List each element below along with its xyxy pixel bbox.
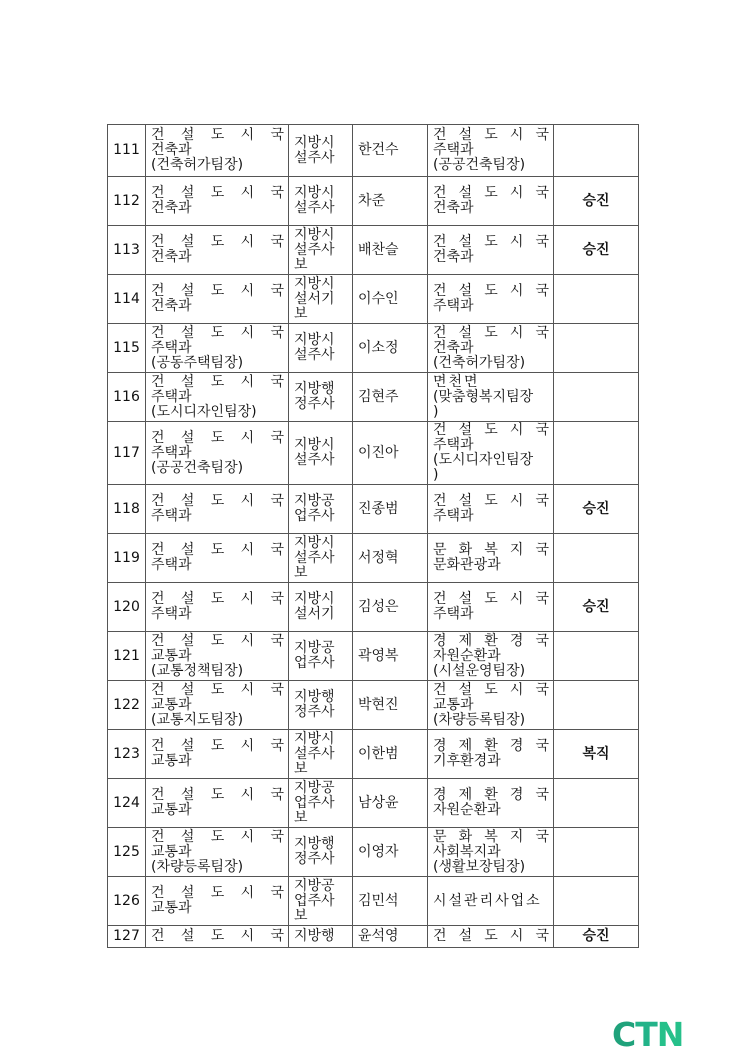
new-department-line: ) — [433, 467, 439, 483]
new-department-line: 건 설 도 시 국 — [433, 234, 551, 250]
job-grade-line: 지방행 — [294, 381, 335, 397]
employee-name: 김성은 — [353, 583, 428, 632]
new-department-line: (건축허가팀장) — [433, 354, 526, 371]
previous-department — [146, 828, 289, 877]
employee-name: 서정혁 — [353, 534, 428, 583]
remark — [554, 681, 639, 730]
new-department-line: 시설관리사업소 — [433, 892, 542, 909]
new-department-line: 주택과 — [433, 606, 474, 622]
job-grade-line: 지방시 — [294, 534, 335, 551]
previous-department-line: 교통과 — [151, 753, 192, 769]
previous-department-line: 교통과 — [151, 647, 192, 664]
employee-name: 이진아 — [353, 422, 428, 485]
previous-department-line: 건 설 도 시 국 — [151, 828, 286, 845]
previous-department-line: 건 설 도 시 국 — [151, 591, 286, 607]
new-department-line: 경 제 환 경 국 — [433, 787, 551, 803]
new-department — [428, 324, 554, 373]
previous-department-line: 건 설 도 시 국 — [151, 324, 286, 341]
previous-department — [146, 177, 289, 226]
previous-department-line: 건 설 도 시 국 — [151, 234, 286, 250]
previous-department-line: (도시디자인팀장) — [151, 403, 257, 420]
previous-department-line: 주택과 — [151, 339, 192, 356]
table-row — [108, 177, 639, 226]
table-row — [108, 226, 639, 275]
previous-department — [146, 632, 289, 681]
personnel-table — [107, 124, 639, 948]
job-grade-line: 업주사 — [294, 508, 335, 524]
row-number: 121 — [108, 632, 146, 681]
job-grade-line: 보 — [294, 809, 308, 826]
new-department-line: (맞춤형복지팀장 — [433, 388, 534, 405]
row-number: 123 — [108, 730, 146, 779]
ctn-logo — [612, 1016, 683, 1054]
previous-department — [146, 373, 289, 422]
employee-name: 윤석영 — [353, 926, 428, 948]
job-grade — [289, 877, 353, 926]
new-department-line: (공공건축팀장) — [433, 157, 526, 173]
row-number: 118 — [108, 485, 146, 534]
previous-department-line: 건 설 도 시 국 — [151, 542, 286, 558]
remark: 복직 — [554, 730, 639, 779]
previous-department — [146, 779, 289, 828]
job-grade-line: 보 — [294, 256, 308, 273]
row-number: 114 — [108, 275, 146, 324]
table-row — [108, 926, 639, 948]
row-number: 126 — [108, 877, 146, 926]
new-department-line: 자원순환과 — [433, 802, 501, 818]
new-department-line: 사회복지과 — [433, 843, 501, 860]
job-grade-line: 설주사 — [294, 241, 335, 258]
job-grade-line: 설주사 — [294, 347, 335, 363]
new-department — [428, 534, 554, 583]
new-department-line: (차량등록팀장) — [433, 711, 526, 728]
previous-department-line: (교통정책팀장) — [151, 662, 244, 679]
new-department-line: 건 설 도 시 국 — [433, 422, 551, 438]
previous-department — [146, 583, 289, 632]
new-department-line: 주택과 — [433, 437, 474, 453]
new-department — [428, 877, 554, 926]
remark: 승진 — [554, 226, 639, 275]
previous-department — [146, 926, 289, 948]
row-number: 115 — [108, 324, 146, 373]
table-row — [108, 125, 639, 177]
remark: 승진 — [554, 485, 639, 534]
previous-department-line: 건축과 — [151, 249, 192, 265]
row-number: 125 — [108, 828, 146, 877]
logo-letter-t: T — [635, 1015, 657, 1054]
new-department-line: 건 설 도 시 국 — [433, 493, 551, 509]
employee-name: 박현진 — [353, 681, 428, 730]
row-number: 116 — [108, 373, 146, 422]
job-grade — [289, 583, 353, 632]
employee-name: 차준 — [353, 177, 428, 226]
new-department-line: 주택과 — [433, 298, 474, 314]
previous-department-line: 주택과 — [151, 508, 192, 524]
previous-department-line: 건 설 도 시 국 — [151, 185, 286, 201]
new-department-line: 문화관광과 — [433, 557, 501, 573]
row-number: 122 — [108, 681, 146, 730]
previous-department-line: 교통과 — [151, 802, 192, 818]
new-department-line: (도시디자인팀장 — [433, 452, 534, 468]
new-department-line: 주택과 — [433, 142, 474, 158]
employee-name: 남상윤 — [353, 779, 428, 828]
new-department-line: 자원순환과 — [433, 647, 501, 664]
job-grade-line: 지방행 — [294, 836, 335, 852]
job-grade — [289, 226, 353, 275]
remark: 승진 — [554, 926, 639, 948]
remark: 승진 — [554, 583, 639, 632]
new-department — [428, 926, 554, 948]
job-grade-line: 지방시 — [294, 275, 335, 292]
new-department-line: 문 화 복 지 국 — [433, 542, 551, 558]
table-row — [108, 485, 639, 534]
employee-name: 배찬슬 — [353, 226, 428, 275]
remark — [554, 324, 639, 373]
remark — [554, 275, 639, 324]
previous-department-line: 건 설 도 시 국 — [151, 493, 286, 509]
previous-department-line: 건 설 도 시 국 — [151, 738, 286, 754]
new-department-line: 건축과 — [433, 200, 474, 216]
job-grade — [289, 828, 353, 877]
employee-name: 이한범 — [353, 730, 428, 779]
row-number: 120 — [108, 583, 146, 632]
job-grade — [289, 632, 353, 681]
new-department-line: 경 제 환 경 국 — [433, 632, 551, 649]
table-row — [108, 828, 639, 877]
previous-department-line: 건 설 도 시 국 — [151, 928, 286, 944]
previous-department — [146, 226, 289, 275]
new-department-line: 교통과 — [433, 696, 474, 713]
previous-department — [146, 275, 289, 324]
job-grade-line: 설서기 — [294, 606, 335, 622]
job-grade-line: 보 — [294, 305, 308, 322]
previous-department-line: 건축과 — [151, 142, 192, 158]
job-grade-line: 보 — [294, 907, 308, 924]
job-grade-line: 지방행 — [294, 689, 335, 705]
previous-department — [146, 422, 289, 485]
employee-name: 이수인 — [353, 275, 428, 324]
table-row — [108, 632, 639, 681]
remark: 승진 — [554, 177, 639, 226]
table-row — [108, 422, 639, 485]
new-department — [428, 373, 554, 422]
job-grade — [289, 275, 353, 324]
job-grade-line: 지방공 — [294, 493, 335, 509]
table-row — [108, 730, 639, 779]
personnel-table-body — [108, 125, 639, 948]
logo-letter-n: N — [656, 1015, 684, 1054]
job-grade-line: 업주사 — [294, 794, 335, 811]
job-grade-line: 정주사 — [294, 704, 335, 720]
new-department — [428, 730, 554, 779]
previous-department-line: 건축과 — [151, 200, 192, 216]
row-number: 117 — [108, 422, 146, 485]
previous-department-line: 교통과 — [151, 843, 192, 860]
table-row — [108, 779, 639, 828]
row-number: 127 — [108, 926, 146, 948]
new-department — [428, 422, 554, 485]
previous-department-line: 주택과 — [151, 606, 192, 622]
remark — [554, 779, 639, 828]
row-number: 119 — [108, 534, 146, 583]
previous-department-line: (차량등록팀장) — [151, 858, 244, 875]
row-number: 113 — [108, 226, 146, 275]
new-department — [428, 681, 554, 730]
remark — [554, 373, 639, 422]
previous-department-line: 교통과 — [151, 696, 192, 713]
new-department — [428, 828, 554, 877]
new-department-line: 기후환경과 — [433, 753, 501, 769]
table-row — [108, 877, 639, 926]
job-grade — [289, 534, 353, 583]
remark — [554, 534, 639, 583]
new-department-line: (시설운영팀장) — [433, 662, 526, 679]
job-grade-line: 지방시 — [294, 134, 335, 151]
job-grade-line: 지방시 — [294, 591, 335, 607]
table-row — [108, 583, 639, 632]
previous-department — [146, 681, 289, 730]
new-department-line: 경 제 환 경 국 — [433, 738, 551, 754]
table-row — [108, 324, 639, 373]
new-department-line: 건 설 도 시 국 — [433, 681, 551, 698]
new-department-line: 건 설 도 시 국 — [433, 127, 551, 143]
job-grade-line: 설주사 — [294, 745, 335, 762]
logo-letter-c: C — [612, 1015, 636, 1054]
new-department-line: 건축과 — [433, 339, 474, 356]
employee-name: 김민석 — [353, 877, 428, 926]
new-department-line: 문 화 복 지 국 — [433, 828, 551, 845]
previous-department-line: 건 설 도 시 국 — [151, 787, 286, 803]
job-grade-line: 지방공 — [294, 779, 335, 796]
remark — [554, 877, 639, 926]
job-grade-line: 정주사 — [294, 396, 335, 412]
previous-department-line: 건 설 도 시 국 — [151, 681, 286, 698]
new-department-line: 건축과 — [433, 249, 474, 265]
new-department — [428, 226, 554, 275]
job-grade-line: 지방시 — [294, 226, 335, 243]
previous-department-line: (건축허가팀장) — [151, 157, 244, 173]
job-grade-line: 지방시 — [294, 332, 335, 348]
previous-department-line: 주택과 — [151, 557, 192, 573]
new-department-line: 건 설 도 시 국 — [433, 591, 551, 607]
job-grade — [289, 926, 353, 948]
remark — [554, 828, 639, 877]
new-department — [428, 485, 554, 534]
job-grade — [289, 730, 353, 779]
job-grade-line: 정주사 — [294, 851, 335, 867]
remark — [554, 125, 639, 177]
job-grade — [289, 177, 353, 226]
previous-department-line: 건 설 도 시 국 — [151, 283, 286, 299]
job-grade-line: 업주사 — [294, 892, 335, 909]
previous-department-line: 주택과 — [151, 388, 192, 405]
previous-department — [146, 125, 289, 177]
new-department-line: 면천면 — [433, 373, 480, 390]
row-number: 112 — [108, 177, 146, 226]
previous-department-line: 주택과 — [151, 444, 192, 461]
job-grade — [289, 485, 353, 534]
employee-name: 김현주 — [353, 373, 428, 422]
table-row — [108, 373, 639, 422]
job-grade-line: 지방공 — [294, 877, 335, 894]
previous-department-line: (공공건축팀장) — [151, 459, 244, 476]
new-department-line: 건 설 도 시 국 — [433, 324, 551, 341]
previous-department — [146, 877, 289, 926]
job-grade-line: 업주사 — [294, 655, 335, 671]
table-row — [108, 534, 639, 583]
previous-department — [146, 485, 289, 534]
new-department — [428, 177, 554, 226]
row-number: 124 — [108, 779, 146, 828]
previous-department-line: 건 설 도 시 국 — [151, 429, 286, 446]
employee-name: 한건수 — [353, 125, 428, 177]
remark — [554, 632, 639, 681]
row-number: 111 — [108, 125, 146, 177]
previous-department — [146, 324, 289, 373]
job-grade — [289, 422, 353, 485]
job-grade-line: 지방시 — [294, 437, 335, 453]
new-department — [428, 632, 554, 681]
employee-name: 이영자 — [353, 828, 428, 877]
employee-name: 진종범 — [353, 485, 428, 534]
table-row — [108, 681, 639, 730]
new-department-line: 건 설 도 시 국 — [433, 283, 551, 299]
previous-department-line: 건 설 도 시 국 — [151, 127, 286, 143]
previous-department-line: 건 설 도 시 국 — [151, 885, 286, 901]
job-grade — [289, 125, 353, 177]
previous-department-line: (교통지도팀장) — [151, 711, 244, 728]
previous-department-line: 건축과 — [151, 298, 192, 314]
job-grade — [289, 779, 353, 828]
job-grade-line: 보 — [294, 564, 308, 581]
new-department-line: (생활보장팀장) — [433, 858, 526, 875]
new-department-line: 건 설 도 시 국 — [433, 928, 551, 944]
job-grade — [289, 681, 353, 730]
previous-department-line: 건 설 도 시 국 — [151, 373, 286, 390]
previous-department — [146, 534, 289, 583]
new-department-line: 주택과 — [433, 508, 474, 524]
table-row — [108, 275, 639, 324]
new-department-line: ) — [433, 403, 439, 420]
job-grade-line: 설서기 — [294, 290, 335, 307]
new-department — [428, 779, 554, 828]
job-grade — [289, 324, 353, 373]
new-department-line: 건 설 도 시 국 — [433, 185, 551, 201]
job-grade-line: 지방시 — [294, 185, 335, 201]
new-department — [428, 275, 554, 324]
new-department — [428, 583, 554, 632]
employee-name: 이소정 — [353, 324, 428, 373]
job-grade-line: 보 — [294, 760, 308, 777]
job-grade-line: 설주사 — [294, 200, 335, 216]
remark — [554, 422, 639, 485]
job-grade-line: 설주사 — [294, 452, 335, 468]
job-grade — [289, 373, 353, 422]
job-grade-line: 설주사 — [294, 149, 335, 166]
previous-department — [146, 730, 289, 779]
previous-department-line: (공동주택팀장) — [151, 354, 244, 371]
job-grade-line: 설주사 — [294, 549, 335, 566]
job-grade-line: 지방시 — [294, 730, 335, 747]
previous-department-line: 교통과 — [151, 900, 192, 916]
job-grade-line: 지방행 — [294, 928, 335, 944]
new-department — [428, 125, 554, 177]
previous-department-line: 건 설 도 시 국 — [151, 632, 286, 649]
employee-name: 곽영복 — [353, 632, 428, 681]
job-grade-line: 지방공 — [294, 640, 335, 656]
